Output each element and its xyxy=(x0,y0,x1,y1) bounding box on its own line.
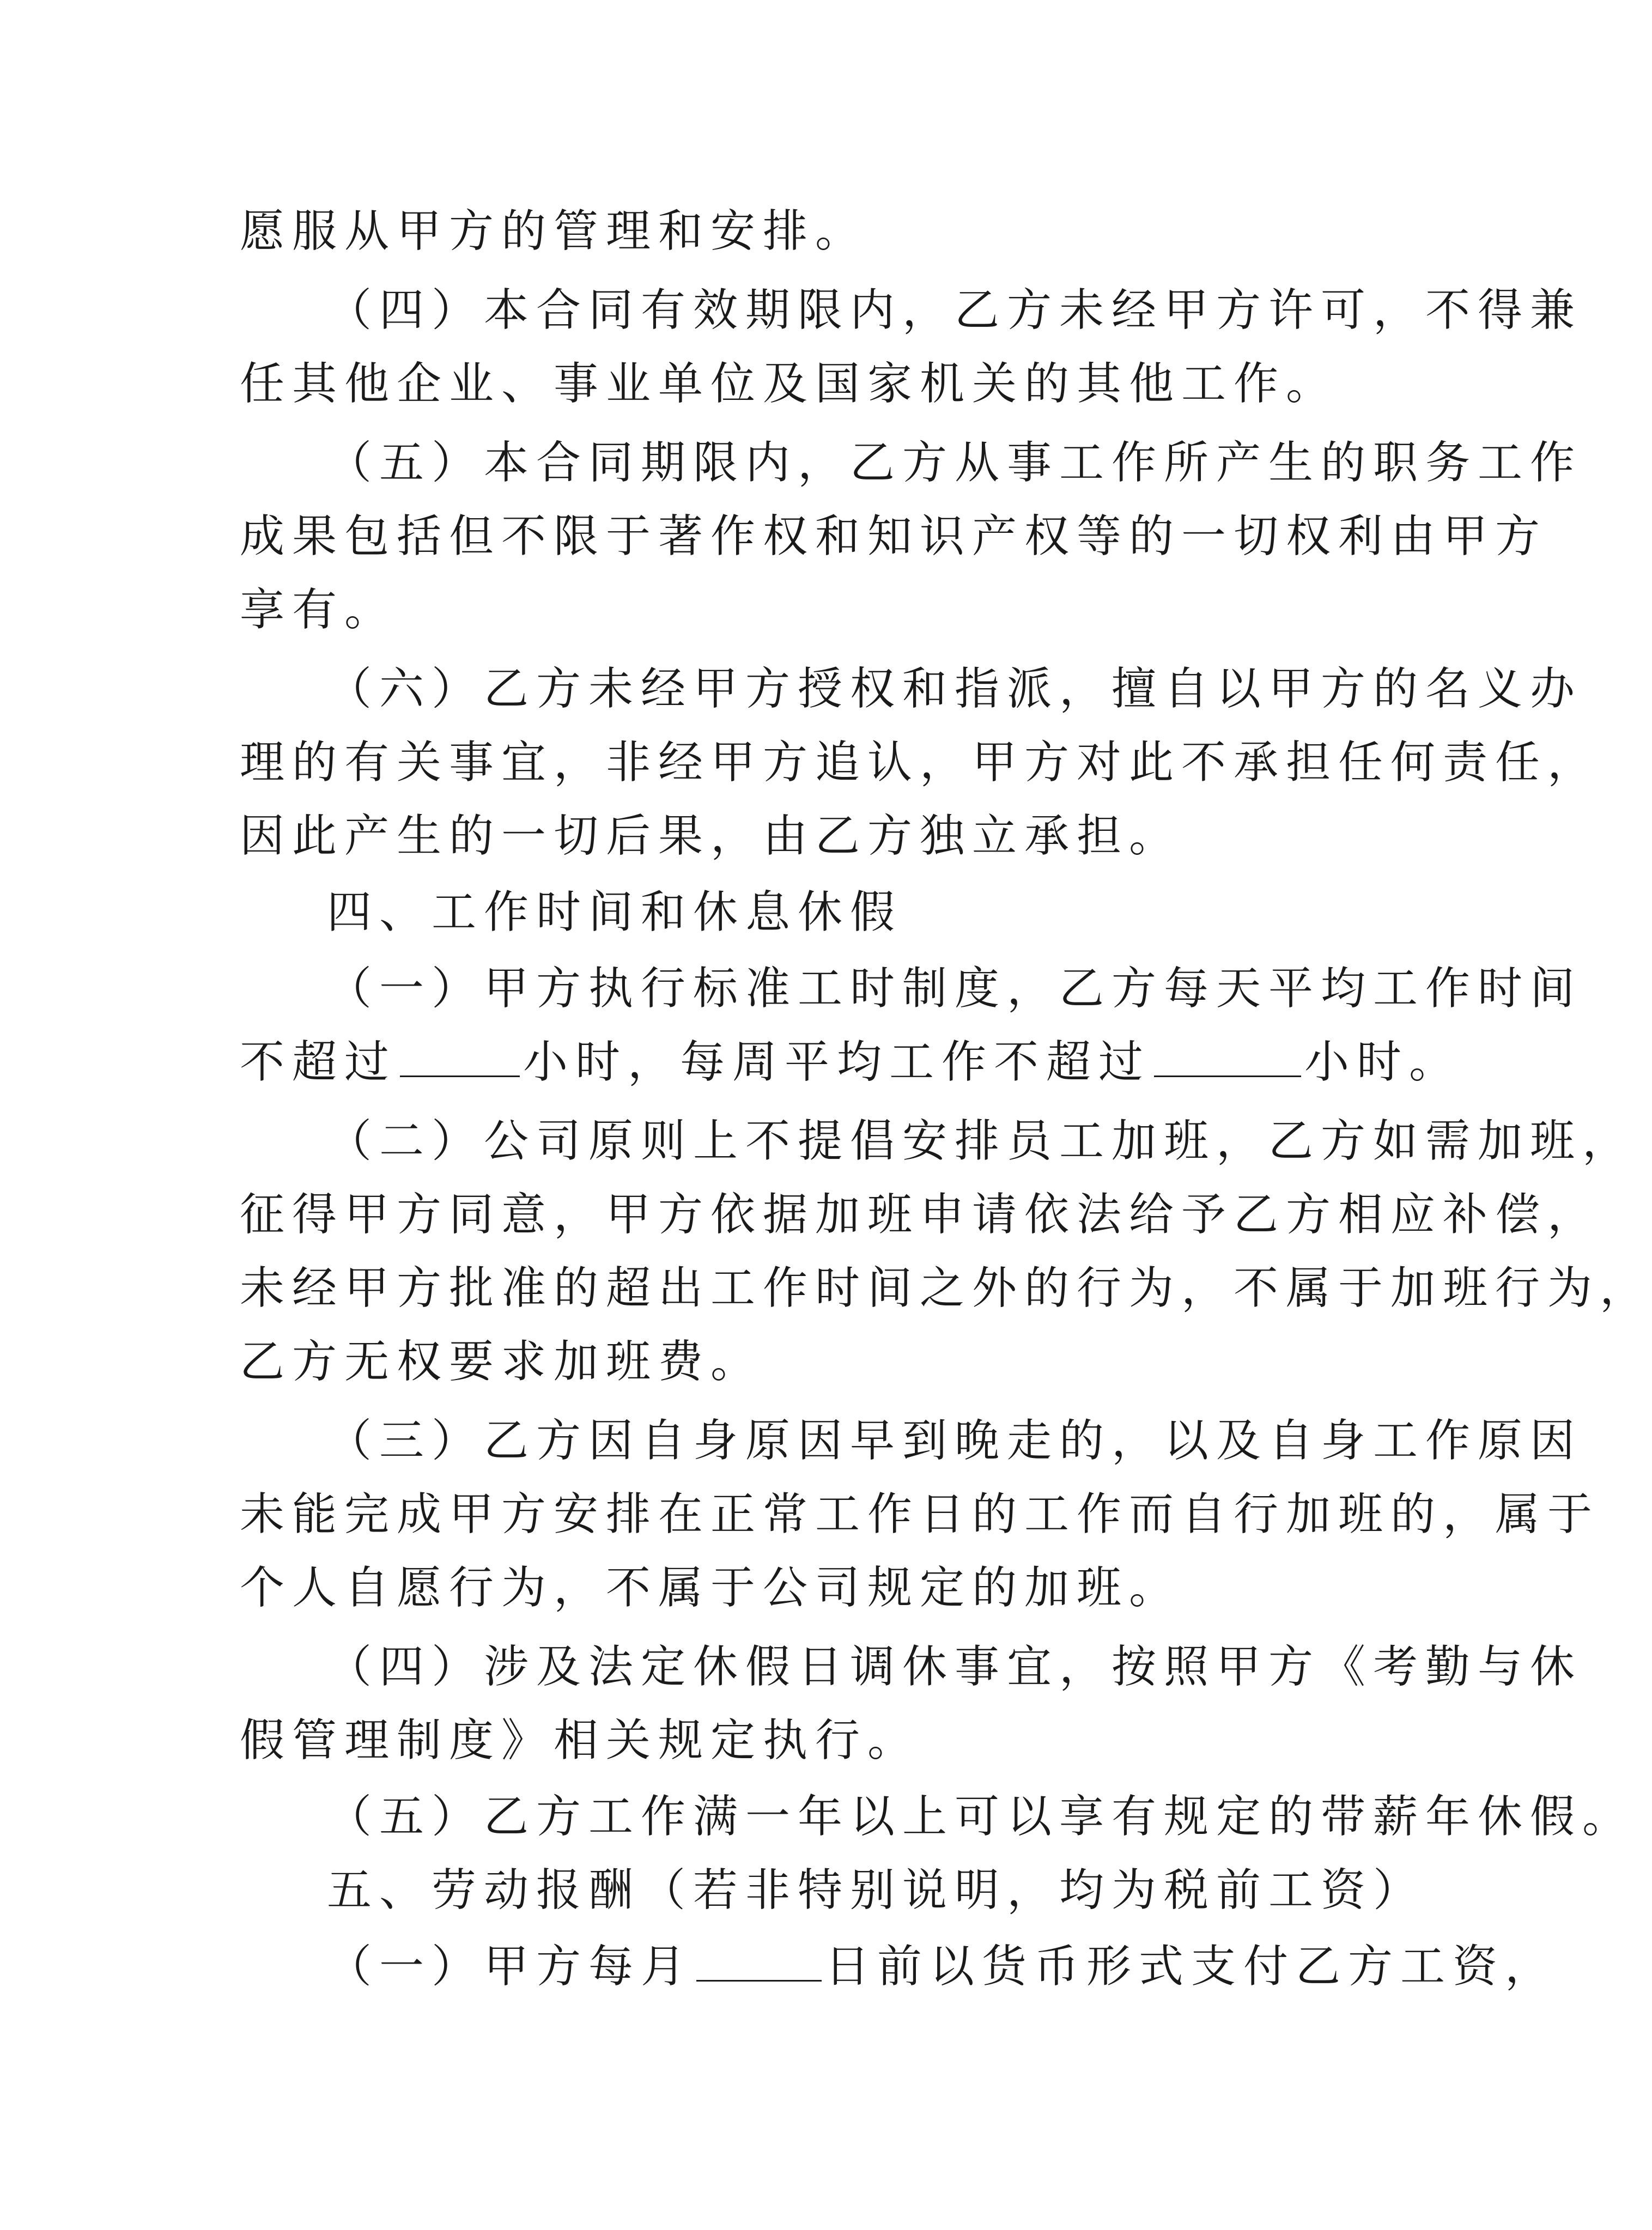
pay-day-blank xyxy=(696,1942,822,1982)
hours-text-1: 不超过 xyxy=(240,1036,397,1088)
text-line: （五）本合同期限内，乙方从事工作所产生的职务工作 xyxy=(327,437,1583,489)
text-line: （一）甲方执行标准工时制度，乙方每天平均工作时间 xyxy=(327,963,1583,1014)
text-line: 理的有关事宜，非经甲方追认，甲方对此不承担任何责任， xyxy=(240,737,1600,788)
text-line: （四）涉及法定休假日调休事宜，按照甲方《考勤与休 xyxy=(327,1641,1583,1693)
hours-text-2: 小时，每周平均工作不超过 xyxy=(523,1036,1151,1088)
pay-text-2: 日前以货币形式支付乙方工资， xyxy=(825,1941,1558,1992)
text-line: 未经甲方批准的超出工作时间之外的行为，不属于加班行为， xyxy=(240,1262,1652,1314)
text-line: 征得甲方同意，甲方依据加班申请依法给予乙方相应补偿， xyxy=(240,1189,1600,1241)
text-line: （五）乙方工作满一年以上可以享有规定的带薪年休假。 xyxy=(327,1791,1635,1843)
text-line: 享有。 xyxy=(240,584,397,636)
text-line: 因此产生的一切后果，由乙方独立承担。 xyxy=(240,810,1182,862)
text-line: 个人自愿行为，不属于公司规定的加班。 xyxy=(240,1562,1182,1614)
weekly-hours-blank xyxy=(1154,1037,1301,1077)
section-heading: 五、劳动报酬（若非特别说明，均为税前工资） xyxy=(327,1864,1426,1916)
pay-line xyxy=(327,1937,1558,1997)
text-line: 未能完成甲方安排在正常工作日的工作而自行加班的，属于 xyxy=(240,1488,1600,1540)
text-line: （二）公司原则上不提倡安排员工加班，乙方如需加班， xyxy=(327,1115,1635,1167)
pay-text-1: （一）甲方每月 xyxy=(327,1941,694,1992)
text-line: 乙方无权要求加班费。 xyxy=(240,1336,763,1388)
text-line: （三）乙方因自身原因早到晚走的，以及自身工作原因 xyxy=(327,1415,1583,1467)
text-line: 愿服从甲方的管理和安排。 xyxy=(240,205,868,257)
text-line: 任其他企业、事业单位及国家机关的其他工作。 xyxy=(240,358,1339,410)
text-line: 成果包括但不限于著作权和知识产权等的一切权利由甲方 xyxy=(240,511,1548,562)
hours-text-3: 小时。 xyxy=(1304,1036,1462,1088)
daily-hours-blank xyxy=(400,1037,520,1077)
text-line: 假管理制度》相关规定执行。 xyxy=(240,1715,920,1766)
section-heading: 四、工作时间和休息休假 xyxy=(327,886,903,938)
hours-line xyxy=(240,1032,1462,1092)
text-line: （四）本合同有效期限内，乙方未经甲方许可，不得兼 xyxy=(327,284,1583,336)
text-line: （六）乙方未经甲方授权和指派，擅自以甲方的名义办 xyxy=(327,663,1583,715)
